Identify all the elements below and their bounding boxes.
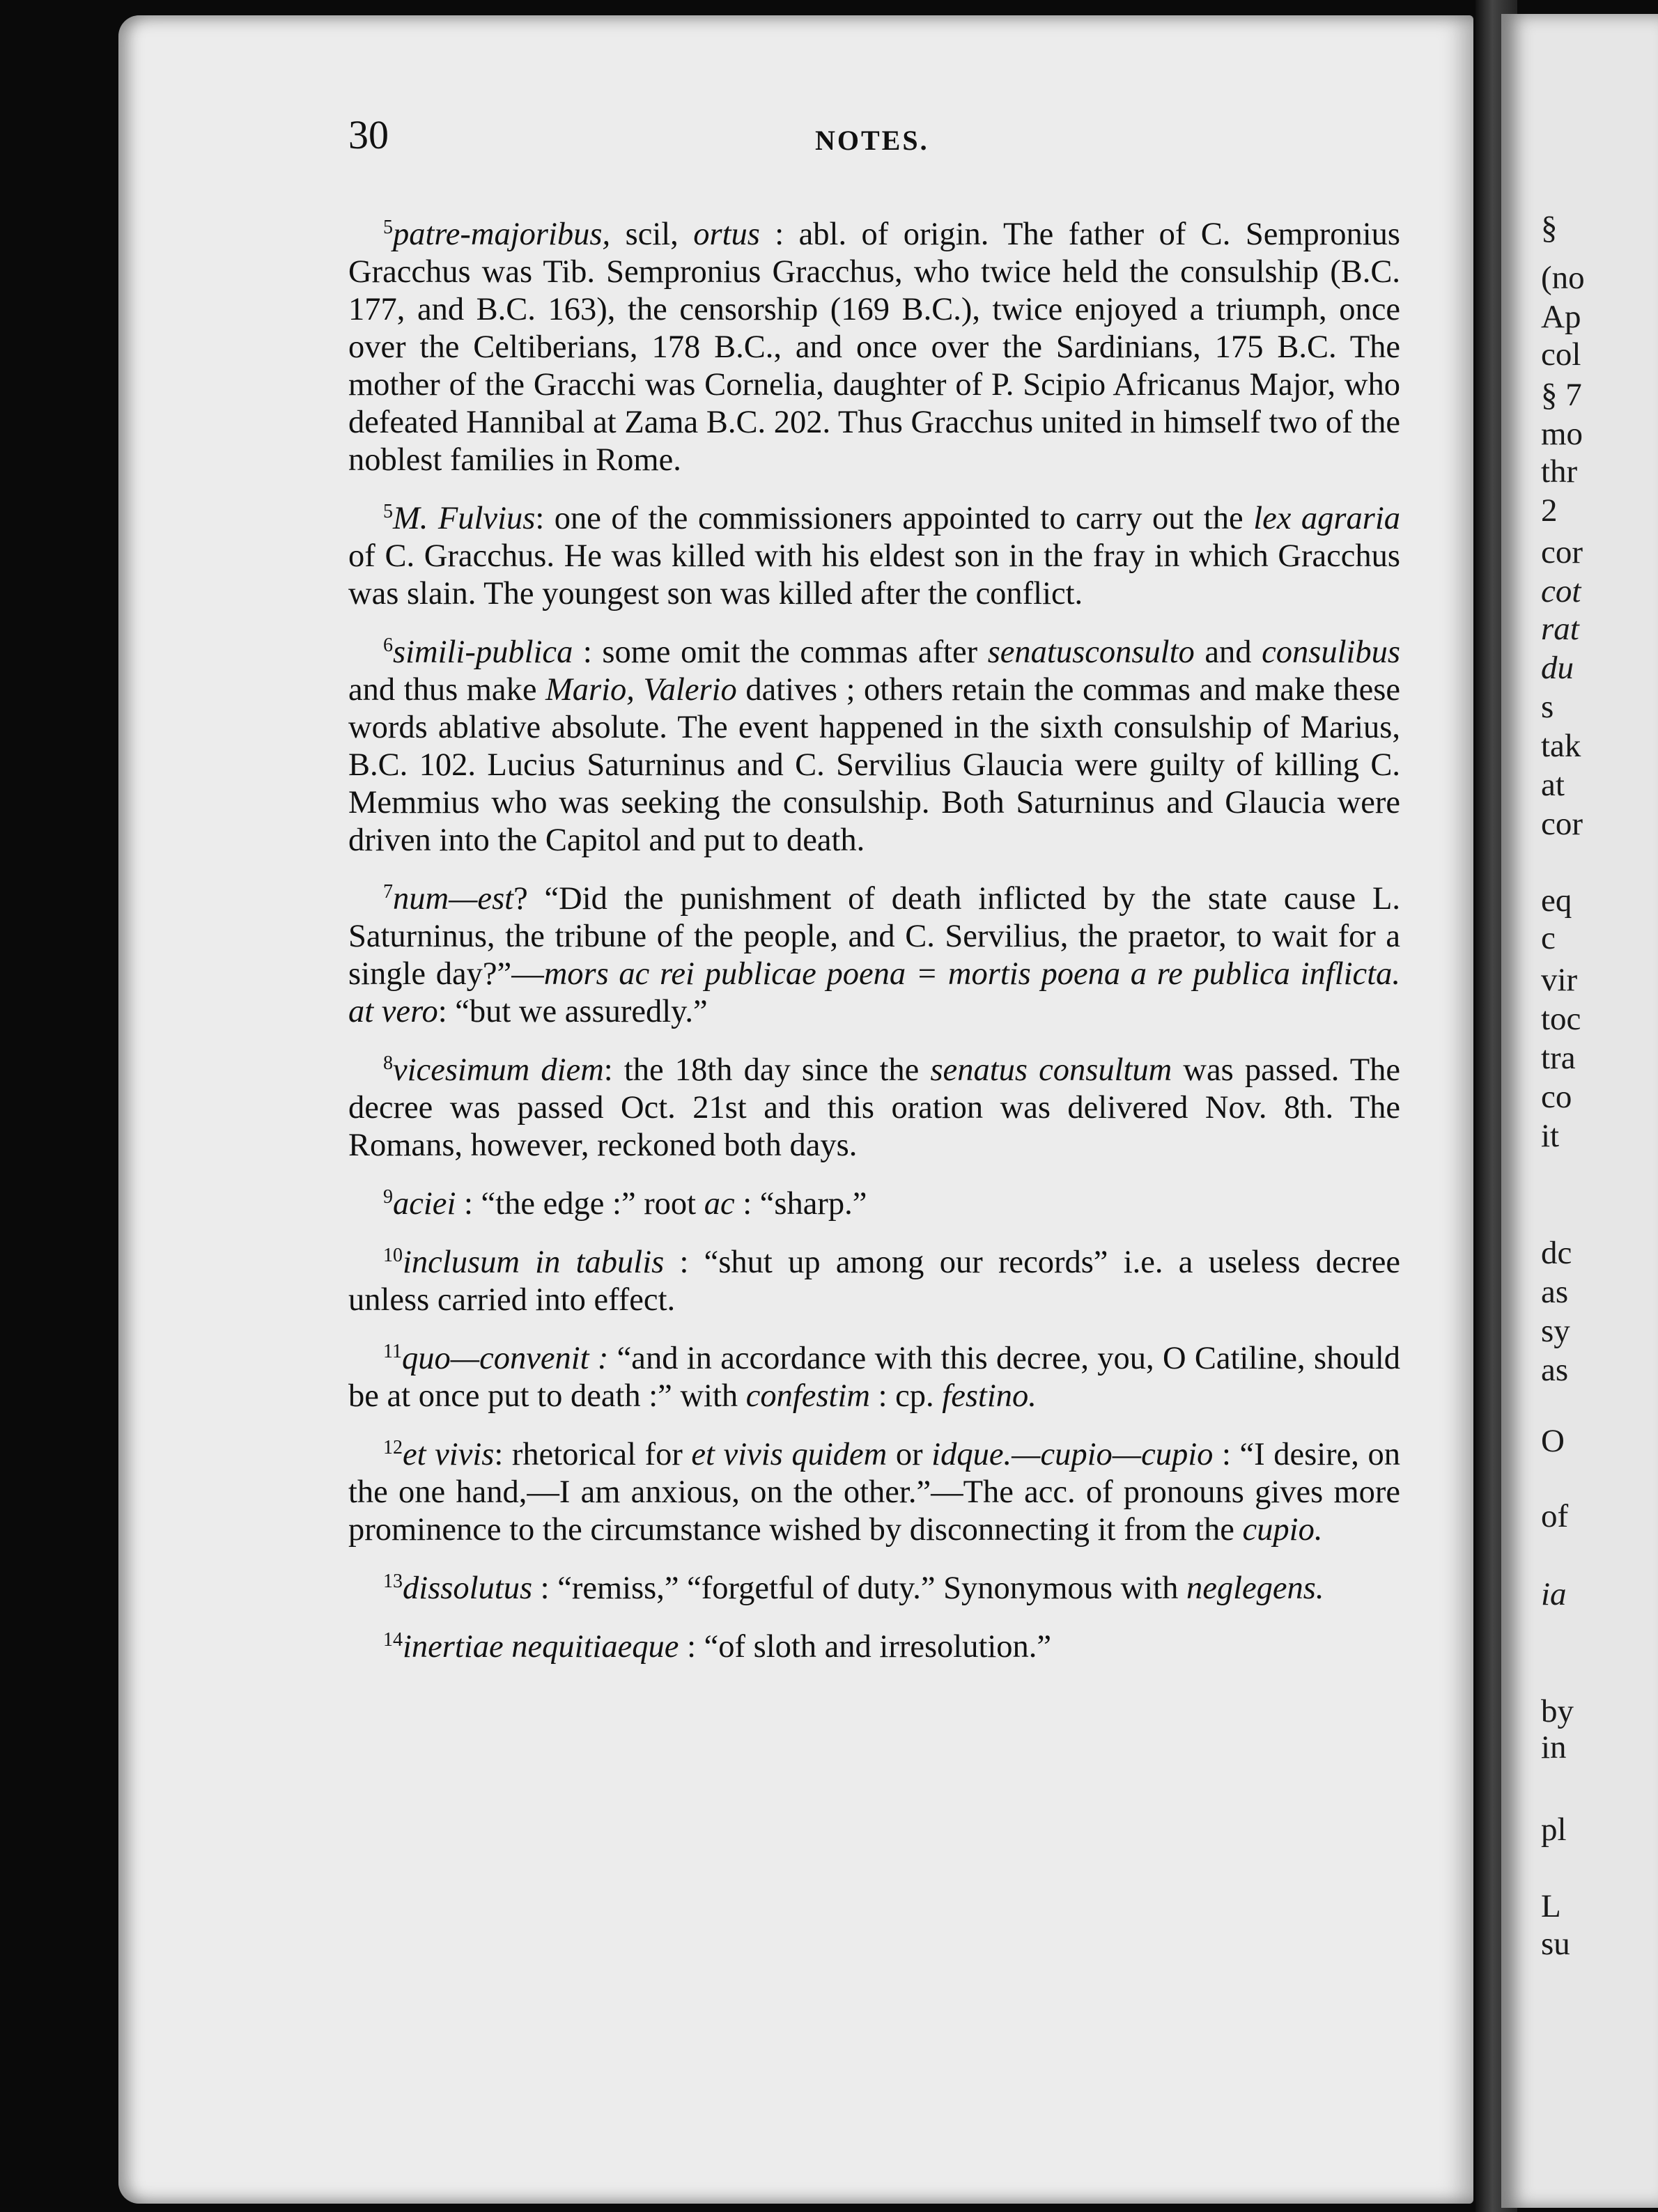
facing-page-fragment: pl <box>1541 1812 1567 1848</box>
latin-term: mors ac rei publicae poena = mortis poena a re publica inflicta. <box>543 956 1400 992</box>
footnote-number: 9 <box>383 1186 393 1208</box>
footnote-number: 12 <box>383 1437 403 1458</box>
facing-page-fragment: cor <box>1541 806 1583 842</box>
latin-term: et vivis <box>403 1437 495 1472</box>
latin-term: ac <box>704 1186 735 1222</box>
facing-page-fragment: as <box>1541 1352 1569 1388</box>
note-text: ? “Did the punishment of death inflicted by the state cause L. Saturninus, the tribune of the people, and C. Servilius, the praetor, to wait for a single day?”— <box>348 881 1400 992</box>
latin-term: festino. <box>942 1378 1037 1414</box>
facing-page-fragment: eq <box>1541 882 1572 919</box>
latin-term: quo—convenit : <box>401 1341 609 1376</box>
facing-page-fragment: of <box>1541 1498 1569 1534</box>
note-text: : “but we assuredly.” <box>437 994 708 1029</box>
facing-page-fragment: cot <box>1541 573 1581 609</box>
footnote-number: 14 <box>383 1629 403 1651</box>
facing-page-fragment: toc <box>1541 1001 1581 1037</box>
footnote-number: 8 <box>383 1052 393 1074</box>
footnote-number: 6 <box>383 634 393 656</box>
notes-list <box>348 209 1400 1680</box>
facing-page-fragment: § <box>1541 210 1558 246</box>
latin-term: patre-majoribus, <box>393 217 611 252</box>
facing-page-fragment: tak <box>1541 728 1581 764</box>
footnote <box>348 1563 1400 1607</box>
facing-page-fragment: ia <box>1541 1576 1567 1612</box>
note-text: : “remiss,” “forgetful of duty.” Synonymous with <box>532 1571 1186 1606</box>
page-header <box>348 111 1400 160</box>
footnote-number: 11 <box>383 1341 402 1362</box>
note-text: : rhetorical for <box>494 1437 692 1472</box>
latin-term: ortus <box>693 217 760 252</box>
latin-term: neglegens. <box>1186 1571 1324 1606</box>
note-text: : “of sloth and irresolution.” <box>679 1629 1052 1665</box>
note-text: was passed. The decree was passed Oct. 21st and this oration was delivered Nov. 8th. The Romans, however, reckoned both days. <box>348 1052 1401 1163</box>
footnote <box>348 873 1400 1031</box>
latin-term: simili-publica <box>393 634 573 670</box>
footnote-number: 7 <box>383 881 393 903</box>
note-text: of C. Gracchus. He was killed with his eldest son in the fray in which Gracchus was slain. The youngest son was killed after the conflict. <box>348 538 1400 612</box>
latin-term: at vero <box>348 994 438 1029</box>
facing-page-fragment: in <box>1541 1729 1567 1766</box>
footnote-number: 5 <box>383 501 393 522</box>
note-text: : “I desire, on the one hand,—I am anxious, on the other.”—The acc. of pronouns gives more prominence to the circumstance wished by disconnecting it from the <box>348 1437 1400 1548</box>
latin-term: senatus consultum <box>930 1052 1172 1088</box>
page-number: 30 <box>348 112 389 157</box>
facing-page-fragment: col <box>1541 336 1581 373</box>
latin-term: idque.—cupio—cupio <box>931 1437 1214 1472</box>
note-text: : cp. <box>869 1378 943 1414</box>
footnote-number: 13 <box>383 1571 403 1592</box>
latin-term: lex agraria <box>1253 501 1400 536</box>
facing-page-fragment: as <box>1541 1274 1569 1310</box>
facing-page-fragment: thr <box>1541 453 1578 490</box>
facing-page-fragment: § 7 <box>1541 377 1582 413</box>
latin-term: dissolutus <box>403 1571 533 1606</box>
note-text: datives ; others retain the commas and make these words ablative absolute. The event happened in the sixth consulship of Marius, B.C. 102. Lucius Saturninus and C. Servilius Glaucia were guilty of killing C. Memmius who was seeking the consulship. Both Saturninus and Glaucia were driven into the Capitol and put to death. <box>348 672 1400 858</box>
footnote-number: 5 <box>383 217 393 238</box>
facing-page-fragment: L <box>1541 1888 1561 1924</box>
latin-term: inertiae nequitiaeque <box>403 1629 679 1665</box>
note-text: : the 18th day since the <box>603 1052 931 1088</box>
facing-page-fragment: at <box>1541 767 1565 803</box>
footnote <box>348 1429 1400 1549</box>
footnote <box>348 1333 1400 1415</box>
note-text: : “sharp.” <box>734 1186 867 1222</box>
facing-page-fragment: by <box>1541 1693 1574 1729</box>
latin-term: M. Fulvius <box>393 501 536 536</box>
latin-term: inclusum in tabulis <box>403 1245 665 1280</box>
facing-page-fragment: Ap <box>1541 299 1581 335</box>
facing-page-fragment: 2 <box>1541 492 1558 529</box>
facing-page-fragment: mo <box>1541 416 1583 452</box>
facing-page-fragment: tra <box>1541 1040 1576 1076</box>
latin-term: senatusconsulto <box>987 634 1195 670</box>
footnote <box>348 1621 1400 1666</box>
running-head: NOTES. <box>815 125 929 156</box>
latin-term: aciei <box>393 1186 456 1222</box>
facing-page-fragment: vir <box>1541 962 1578 998</box>
note-text: : abl. of origin. The father of C. Sempronius Gracchus was Tib. Sempronius Gracchus, who twice held the consulship (B.C. 177, and B.C. 163), the censorship (169 B.C.), twice enjoyed a triumph, once over the Celtiberians, 178 B.C., and once over the Sardinians, 175 B.C. The mother of the Gracchi was Cornelia, daughter of P. Scipio Africanus Major, who defeated Hannibal at Zama B.C. 202. Thus Gracchus united in himself two of the noblest families in Rome. <box>348 217 1401 478</box>
facing-page-fragment: su <box>1541 1926 1570 1962</box>
facing-page-fragment: du <box>1541 650 1574 686</box>
latin-term: confestim <box>745 1378 870 1414</box>
footnote <box>348 1045 1400 1165</box>
facing-page-fragment: sy <box>1541 1313 1570 1349</box>
note-text: “and in accordance with this decree, you, O Catiline, should be at once put to death :” with <box>348 1341 1400 1414</box>
note-text: or <box>887 1437 932 1472</box>
facing-page-fragment: dc <box>1541 1235 1572 1271</box>
facing-page-fragment: O <box>1541 1423 1565 1459</box>
footnote <box>348 1237 1400 1319</box>
latin-term: num—est <box>393 881 514 917</box>
footnote <box>348 493 1400 613</box>
footnote-number: 10 <box>383 1245 403 1266</box>
footnote <box>348 209 1400 479</box>
note-text: : one of the commissioners appointed to carry out the <box>535 501 1254 536</box>
footnote <box>348 1178 1400 1223</box>
facing-page-fragment: rat <box>1541 611 1579 647</box>
latin-term: consulibus <box>1262 634 1400 670</box>
latin-term: et vivis quidem <box>691 1437 888 1472</box>
facing-page-fragment: it <box>1541 1118 1560 1154</box>
latin-term: vicesimum diem <box>393 1052 604 1088</box>
facing-page-fragment: s <box>1541 689 1554 725</box>
latin-term: cupio. <box>1242 1512 1323 1548</box>
note-text: and thus make <box>348 672 546 708</box>
note-text: : “shut up among our records” i.e. a useless decree unless carried into effect. <box>348 1245 1400 1318</box>
facing-page-fragment: co <box>1541 1079 1572 1115</box>
facing-page-fragment: c <box>1541 920 1556 956</box>
facing-page-fragment: (no <box>1541 260 1585 296</box>
footnote <box>348 627 1400 859</box>
note-text: and <box>1194 634 1262 670</box>
facing-page-fragment: cor <box>1541 534 1583 570</box>
note-text: : some omit the commas after <box>573 634 988 670</box>
latin-term: Mario, Valerio <box>545 672 737 708</box>
note-text: : “the edge :” root <box>456 1186 704 1222</box>
note-text: scil, <box>610 217 694 252</box>
